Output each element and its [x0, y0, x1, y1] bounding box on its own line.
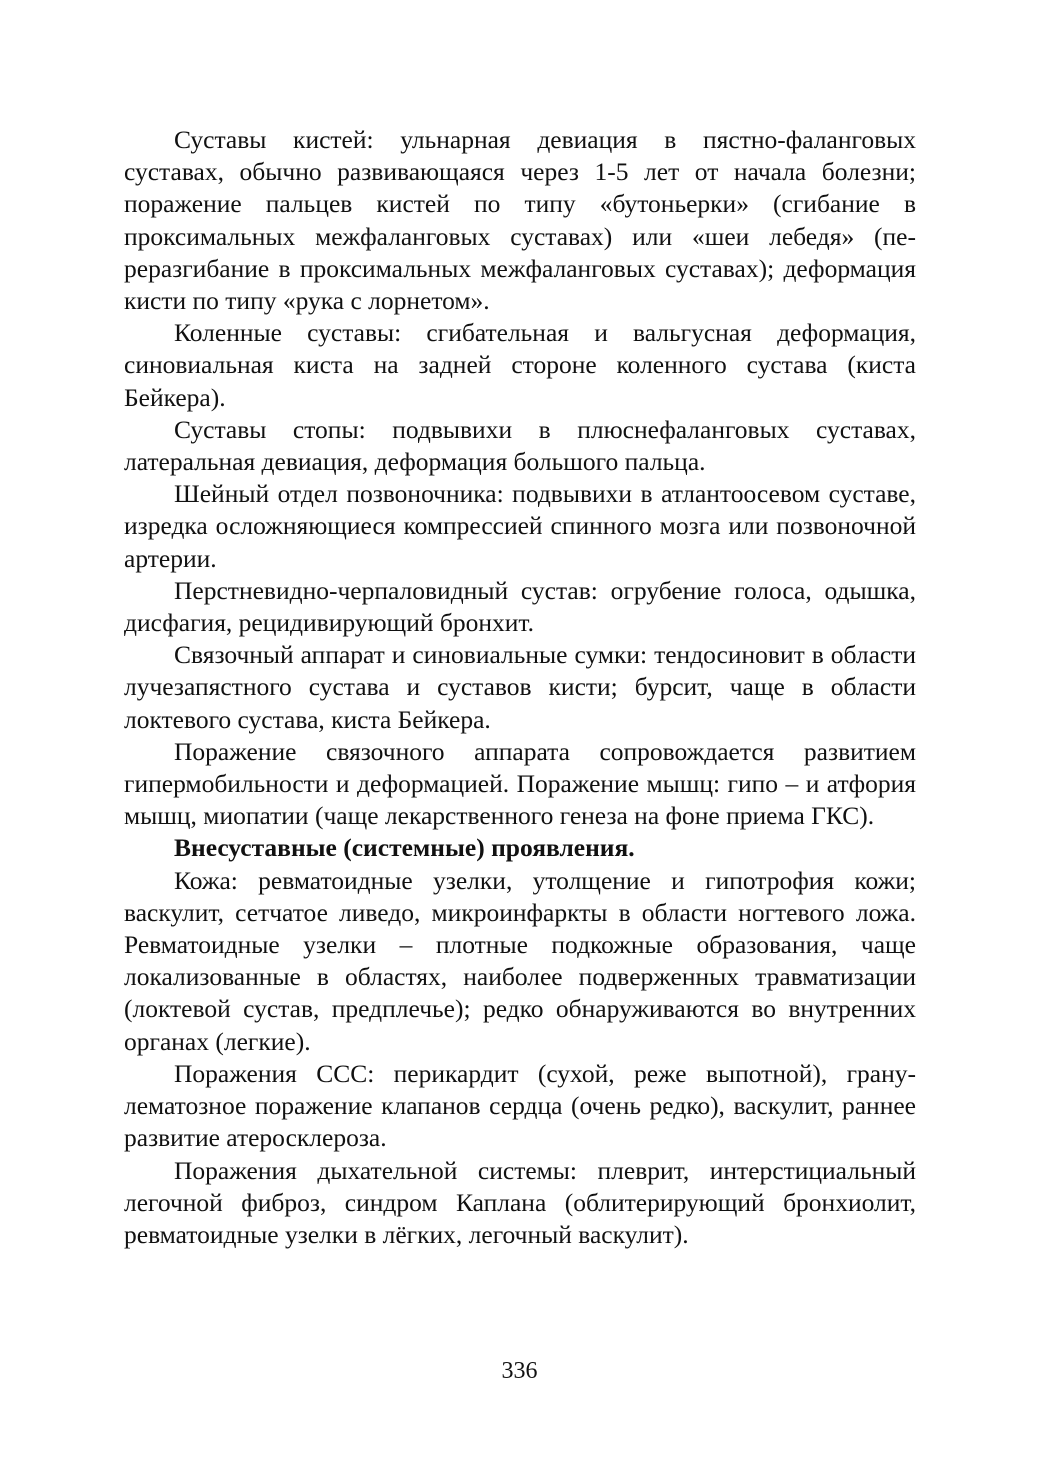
- paragraph-ligaments-bursae: Связочный аппарат и синовиальные сумки: тендосиновит в области лучезапястного сустава и суставов кисти; бурсит, чаще в области локтевого сустава, киста Бейкера.: [124, 640, 916, 734]
- paragraph-knee-joints: Коленные суставы: сгибательная и вальгусная деформация, синовиальная киста на задней стороне коленного сустава (киста Бейкера).: [124, 318, 916, 412]
- paragraph-ligament-muscle-damage: Поражение связочного аппарата сопровождается развитием гипермобильности и деформацией. Поражение мышц: гипо – и атфория мышц, миопатии (чаще лекарственного генеза на фоне приема ГКС).: [124, 736, 916, 831]
- paragraph-respiratory: Поражения дыхательной системы: плеврит, интерстициальный легочной фиброз, синдром Каплана (облитерирующий бронхиолит, ревматоидные узелки в лёгких, легочный васкулит).: [124, 1155, 916, 1249]
- paragraph-cervical-spine: Шейный отдел позвоночника: подвывихи в атлантоосевом суставе, изредка осложняющиеся компрессией спинного мозга или позвоночной артерии.: [124, 479, 916, 573]
- paragraph-foot-joints: Суставы стопы: подвывихи в плюснефаланговых суставах, латеральная девиация, деформация большого пальца.: [124, 414, 916, 477]
- section-heading: Внесуставные (системные) проявления.: [174, 833, 635, 863]
- paragraph-skin: Кожа: ревматоидные узелки, утолщение и гипотрофия кожи; васкулит, сетчатое ливедо, микроинфаркты в области ногтевого ложа. Ревматоидные узелки – плотные подкожные образования, чаще локализованные в областях, наиболее подверженных травматизации (локтевой сустав, предплечье); редко обнаруживаются во внутренних органах (легкие).: [124, 865, 916, 1056]
- page-number: 336: [501, 1358, 538, 1384]
- paragraph-cardiovascular: Поражения ССС: перикардит (сухой, реже выпотной), гранулематозное поражение клапанов сердца (очень редко), васкулит, раннее развитие атеросклероза.: [124, 1058, 916, 1153]
- paragraph-cricoarytenoid-joint: Перстневидно-черпаловидный сустав: огрубение голоса, одышка, дисфагия, рецидивирующий бронхит.: [124, 575, 916, 638]
- paragraph-hand-joints: Суставы кистей: ульнарная девиация в пястно-фаланговых суставах, обычно развивающаяся через 1-5 лет от начала болезни; поражение пальцев кистей по типу «бутоньерки» (сгибание в проксимальных межфаланговых суставах) или «шеи лебедя» (переразгибание в проксимальных межфаланговых суставах); деформация кисти по типу «рука с лорнетом».: [124, 125, 916, 316]
- page-body: [124, 124, 916, 1251]
